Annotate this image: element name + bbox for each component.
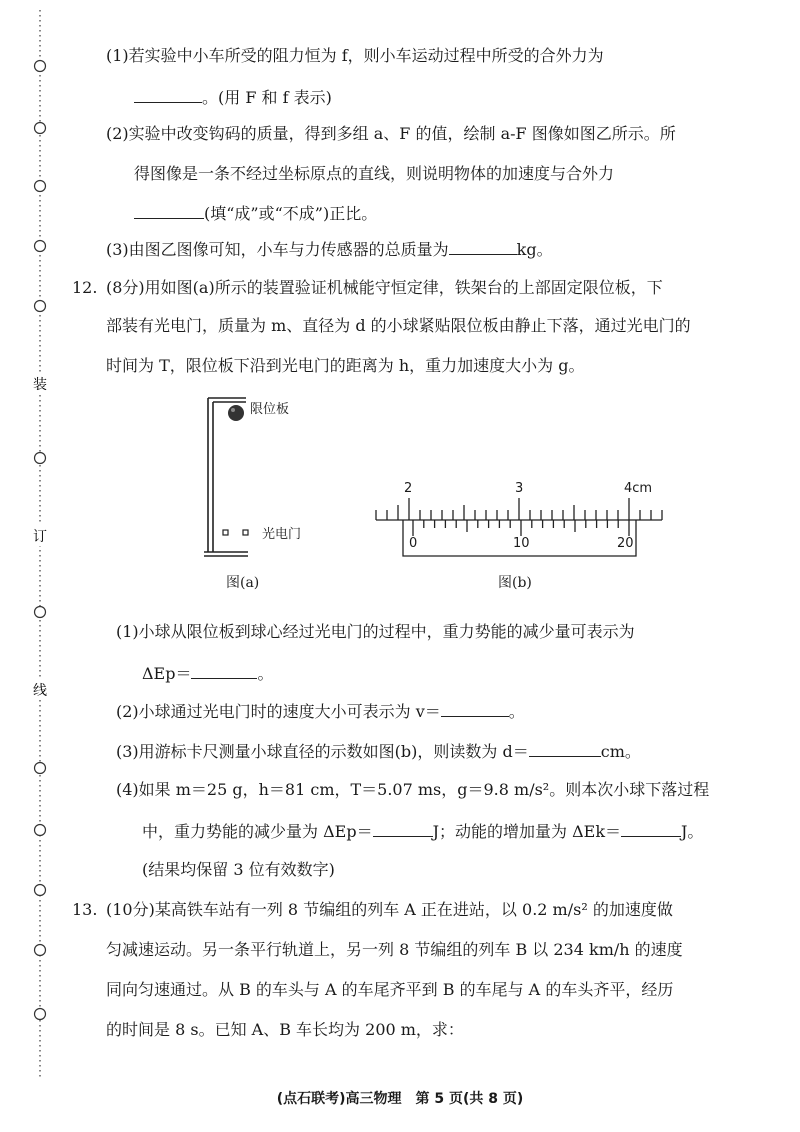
- q11-part2-note: (填“成”或“不成”)正比。: [204, 204, 378, 223]
- q12-stem-line2: 部装有光电门，质量为 m、直径为 d 的小球紧贴限位板由静止下落，通过光电门的: [106, 316, 691, 335]
- q12-part4-note: (结果均保留 3 位有效数字): [142, 860, 335, 879]
- answer-blank[interactable]: [529, 740, 601, 757]
- main-scale-label-2: 2: [404, 481, 413, 496]
- binding-margin: [0, 0, 70, 1132]
- q13-stem-line3: 同向匀速通过。从 B 的车头与 A 的车尾齐平到 B 的车尾与 A 的车头齐平，经历: [106, 980, 674, 999]
- q13-stem-line1: (10分)某高铁车站有一列 8 节编组的列车 A 正在进站，以 0.2 m/s² 的加速度做: [106, 900, 673, 919]
- answer-blank[interactable]: [191, 662, 257, 679]
- q12-number: 12.: [72, 278, 98, 297]
- q11-part2-line3: [134, 202, 377, 224]
- q13-stem-line2: 匀减速运动。另一条平行轨道上，另一列 8 节编组的列车 B 以 234 km/h 的速度: [106, 940, 683, 959]
- q13-stem-line4: 的时间是 8 s。已知 A、B 车长均为 200 m，求：: [106, 1020, 464, 1039]
- q11-part3-line: (3)由图乙图像可知，小车与力传感器的总质量为 kg。: [106, 240, 553, 259]
- answer-blank[interactable]: [134, 202, 204, 219]
- answer-blank[interactable]: [441, 700, 509, 717]
- answer-blank[interactable]: [134, 86, 202, 103]
- vernier-label-10: 10: [513, 536, 530, 551]
- q11-part1-note: 。(用 F 和 f 表示): [202, 88, 332, 107]
- q11-part1-line1: (1)若实验中小车所受的阻力恒为 f，则小车运动过程中所受的合外力为: [106, 46, 604, 65]
- caption-figure-a: 图(a): [226, 575, 260, 591]
- margin-label-zhuang: 装: [33, 377, 47, 393]
- main-scale-label-3: 3: [515, 481, 524, 496]
- margin-label-xian: 线: [33, 683, 47, 699]
- ball: [228, 405, 244, 421]
- q12-part4-line2: 中，重力势能的减少量为 ΔEp＝ J；动能的增加量为 ΔEk＝ J。: [142, 822, 704, 841]
- q13-number: 13.: [72, 900, 98, 919]
- margin-label-ding: 订: [33, 529, 47, 545]
- vernier-label-0: 0: [409, 536, 418, 551]
- answer-blank[interactable]: [621, 820, 681, 837]
- label-photogate: 光电门: [262, 527, 302, 542]
- q11-part2-line1: (2)实验中改变钩码的质量，得到多组 a、F 的值，绘制 a-F 图像如图乙所示。所: [106, 124, 676, 143]
- page-footer: (点石联考)高三物理 第 5 页(共 8 页): [276, 1091, 524, 1107]
- q12-stem-line3: 时间为 T，限位板下沿到光电门的距离为 h，重力加速度大小为 g。: [106, 356, 585, 375]
- vernier-label-20: 20: [617, 536, 634, 551]
- label-limit-plate: 限位板: [250, 402, 290, 417]
- answer-blank[interactable]: [449, 238, 517, 255]
- q12-part1-line1: (1)小球从限位板到球心经过光电门的过程中，重力势能的减少量可表示为: [116, 622, 635, 641]
- q12-part4-line1: (4)如果 m＝25 g，h＝81 cm，T＝5.07 ms，g＝9.8 m/s²。则本次小球下落过程: [116, 780, 710, 799]
- main-scale-label-4cm: 4cm: [624, 481, 653, 496]
- q12-part3-line: (3)用游标卡尺测量小球直径的示数如图(b)，则读数为 d＝ cm。: [116, 742, 641, 761]
- caption-figure-b: 图(b): [498, 575, 532, 591]
- q12-part2-line: (2)小球通过光电门时的速度大小可表示为 v＝ 。: [116, 702, 525, 721]
- answer-blank[interactable]: [373, 820, 433, 837]
- q11-part1-line2: [134, 86, 332, 108]
- q11-part2-line2: 得图像是一条不经过坐标原点的直线，则说明物体的加速度与合外力: [134, 164, 615, 183]
- q12-part1-line2: ΔEp＝ 。: [142, 664, 274, 683]
- q12-stem-line1: (8分)用如图(a)所示的装置验证机械能守恒定律，铁架台的上部固定限位板，下: [106, 278, 663, 297]
